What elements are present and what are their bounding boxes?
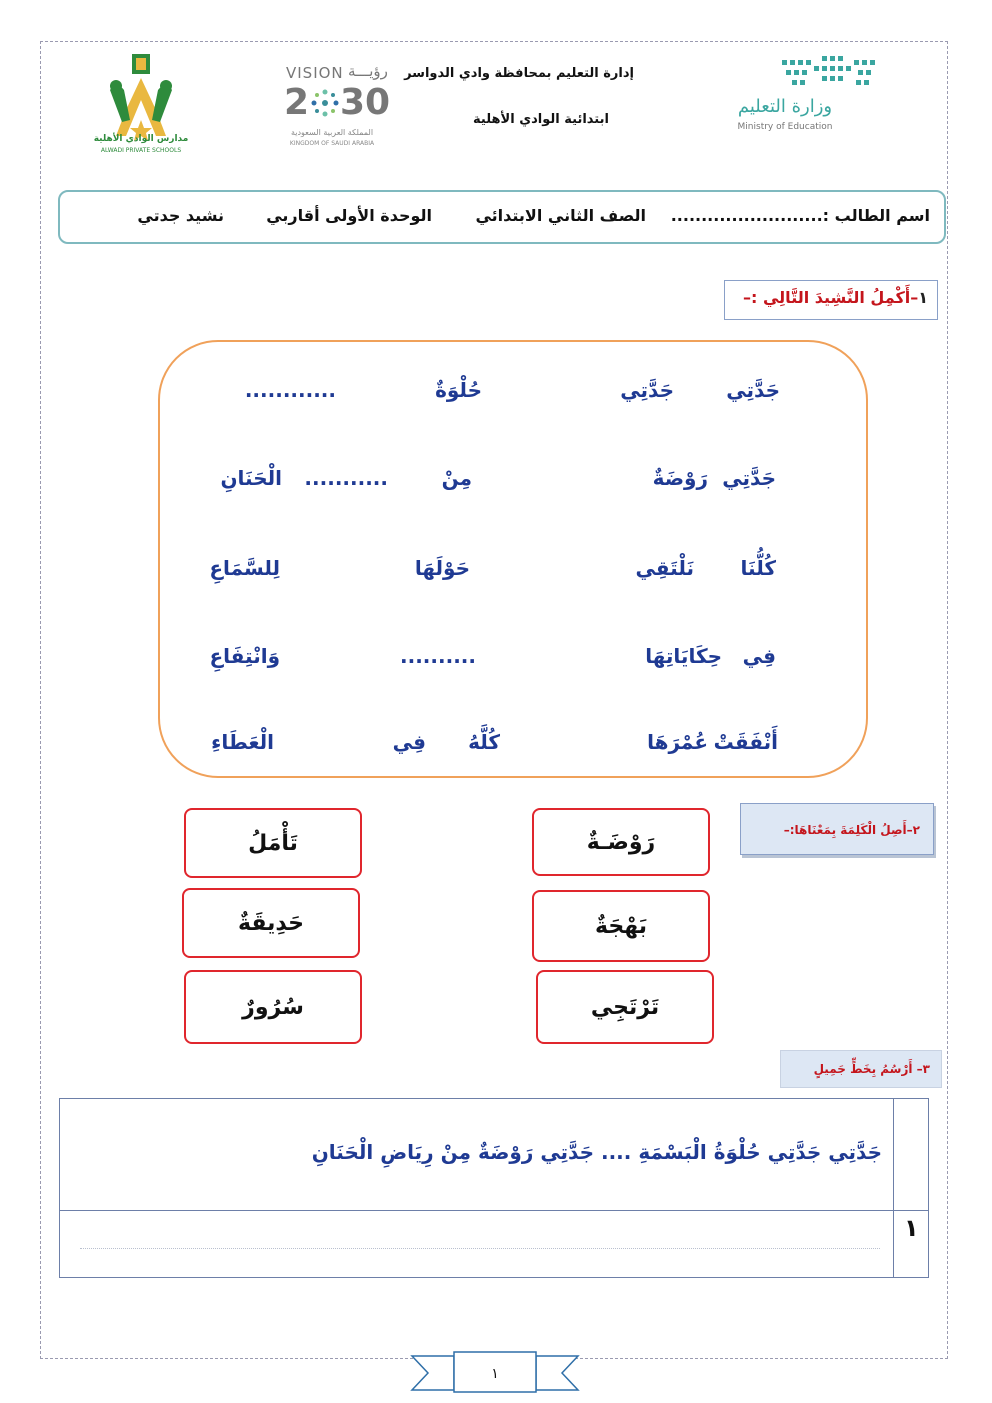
- match-word-right[interactable]: بَهْجَةٌ: [532, 890, 710, 962]
- model-sentence: جَدَّتِي جَدَّتِي حُلْوَةُ الْبَسْمَةِ .... جَدَّتِي رَوْضَةٌ مِنْ رِيَاضِ الْحَنَانِ: [311, 1140, 882, 1164]
- question-3-title: ٣– أَرْسُمُ بِخَطٍّ جَمِيلٍ: [813, 1062, 930, 1076]
- table-column-divider: [893, 1098, 894, 1278]
- school-logo-text-en: ALWADI PRIVATE SCHOOLS: [100, 147, 182, 154]
- ministry-name-en: Ministry of Education: [737, 122, 833, 132]
- poem-word: كُلَّهُ: [468, 730, 500, 754]
- poem-word: جَدَّتِي: [722, 466, 776, 490]
- poem-word: نَلْتَقِي: [635, 556, 694, 580]
- poem-word: جَدَّتِي: [620, 378, 674, 402]
- poem-word: عُمْرَهَا: [647, 730, 708, 754]
- match-word-left[interactable]: تَأْمَلُ: [184, 808, 362, 878]
- lesson-label: نشيد جدتي: [137, 206, 224, 225]
- handwriting-table: [59, 1098, 929, 1278]
- school-logo-text: مدارس الوادي الأهلية: [93, 134, 189, 144]
- row-number: ١: [904, 1214, 919, 1242]
- vision-word-en: VISION: [286, 64, 344, 82]
- poem-word: حَوْلَهَا: [414, 556, 470, 580]
- question-1-title: [743, 288, 928, 307]
- poem-blank[interactable]: ............: [244, 378, 336, 402]
- header-line-2: ابتدائية الوادي الأهلية: [473, 112, 609, 127]
- poem-word: مِنْ: [441, 466, 472, 490]
- match-word-left[interactable]: حَدِيقَةٌ: [182, 888, 360, 958]
- page-number: ١: [491, 1366, 499, 1382]
- poem-word: فِي: [392, 730, 426, 754]
- poem-word: كُلُّنَا: [740, 556, 776, 580]
- student-name-field[interactable]: اسم الطالب :.........................: [670, 206, 930, 225]
- match-word-right[interactable]: تَرْتَجِي: [536, 970, 714, 1044]
- vision-dots-icon: [308, 86, 342, 120]
- poem-word: الْحَنَانِ: [220, 466, 282, 490]
- vision-word-ar: رؤيـــة: [348, 62, 388, 80]
- vision-year-two: 2: [284, 82, 310, 123]
- poem-word: فِي: [742, 644, 776, 668]
- match-word-left[interactable]: سُرُورٌ: [184, 970, 362, 1044]
- vision-sub-ar: المملكة العربية السعودية: [290, 128, 374, 137]
- vision-sub-en: KINGDOM OF SAUDI ARABIA: [289, 140, 375, 147]
- unit-label: الوحدة الأولى أقاربي: [266, 206, 432, 225]
- ministry-logo: [720, 52, 890, 142]
- ministry-name-ar: وزارة التعليم: [737, 96, 833, 117]
- writing-line[interactable]: [80, 1248, 880, 1249]
- school-logo: [86, 50, 196, 162]
- poem-blank[interactable]: ...........: [304, 466, 388, 490]
- grade-label: الصف الثاني الابتدائي: [475, 206, 646, 225]
- question-1-dash: –: [910, 288, 919, 307]
- header-line-1: إدارة التعليم بمحافظة وادي الدواسر: [404, 66, 634, 81]
- poem-word: جَدَّتِي: [726, 378, 780, 402]
- page-number-ribbon: [410, 1350, 580, 1396]
- poem-word: حُلْوَةٌ: [435, 378, 482, 402]
- poem-word: رَوْضَةٌ: [652, 466, 708, 490]
- poem-word: أَنْفَقَتْ: [713, 730, 778, 754]
- question-2-title: ٢–أَصِلُ الْكَلِمَةَ بِمَعْنَاهَا:–: [783, 823, 920, 837]
- vision-year-rest: 30: [340, 82, 391, 123]
- poem-word: وَانْتِفَاعِ: [209, 644, 280, 668]
- poem-word: الْعَطَاءِ: [211, 730, 274, 754]
- table-row-divider: [59, 1210, 929, 1211]
- poem-blank[interactable]: ..........: [400, 644, 476, 668]
- question-1-number: ١: [918, 288, 928, 307]
- vision-2030-logo: [280, 58, 390, 150]
- poem-word: لِلسَّمَاعِ: [209, 556, 280, 580]
- match-word-right[interactable]: رَوْضَـةٌ: [532, 808, 710, 876]
- question-1-text: أَكْمِلُ النَّشِيدَ التَّالِي :–: [743, 288, 911, 307]
- poem-word: حِكَايَاتِهَا: [645, 644, 722, 668]
- ministry-dots-icon: [778, 52, 882, 92]
